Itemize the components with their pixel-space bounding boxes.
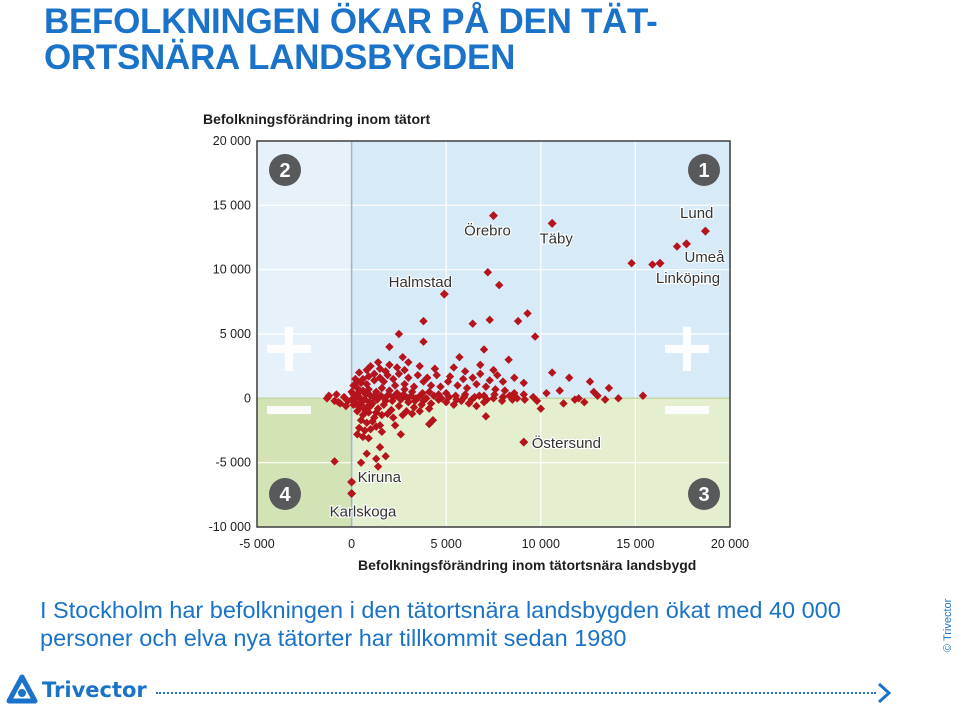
- x-tick-label: 15 000: [616, 537, 655, 551]
- quadrant-number: 2: [279, 160, 291, 182]
- footer-dotted-line: [156, 692, 876, 694]
- y-tick-label: 5 000: [219, 327, 251, 341]
- point-label: Karlskoga: [329, 503, 397, 521]
- logo-name: Trivector: [42, 678, 147, 702]
- copyright-note: © Trivector: [942, 598, 954, 652]
- footer: [0, 672, 959, 712]
- caption-line-1: I Stockholm har befolkningen i den tätortsnära landsbygden ökat med 40 000: [40, 597, 841, 623]
- quadrant-sign: −: [259, 367, 319, 449]
- x-tick-label: 10 000: [521, 537, 560, 551]
- point-label: Umeå: [684, 248, 725, 266]
- quadrant-sign: −: [657, 367, 717, 449]
- y-tick-label: 20 000: [212, 134, 251, 148]
- quadrant-number: 3: [698, 484, 710, 506]
- y-tick-label: -5 000: [215, 455, 251, 470]
- y-tick-label: -10 000: [208, 520, 251, 534]
- trivector-logo: [6, 674, 147, 706]
- quadrant-number: 1: [698, 160, 710, 182]
- y-axis-label: Befolkningsförändring inom tätort: [203, 111, 431, 127]
- x-tick-label: -5 000: [239, 537, 275, 551]
- point-label: Lund: [680, 205, 714, 223]
- point-label: Halmstad: [388, 274, 452, 292]
- x-axis-label: Befolkningsförändring inom tätortsnära landsbygd: [358, 557, 697, 573]
- point-label: Östersund: [531, 435, 601, 453]
- x-tick-label: 5 000: [430, 537, 462, 551]
- caption-line-2: personer och elva nya tätorter har tillkommit sedan 1980: [40, 625, 627, 651]
- quadrant-number: 4: [279, 484, 291, 506]
- point-label: Linköping: [655, 270, 721, 288]
- point-label: Örebro: [464, 222, 511, 240]
- point-label: Kiruna: [357, 468, 401, 486]
- point-label: Täby: [539, 230, 573, 248]
- y-tick-label: 10 000: [212, 262, 251, 277]
- x-tick-label: 20 000: [710, 537, 750, 551]
- trivector-logo-icon: [6, 674, 38, 706]
- chevron-right-icon: [876, 681, 892, 705]
- y-tick-label: 15 000: [212, 198, 251, 213]
- scatter-chart: [195, 104, 765, 584]
- y-tick-label: 0: [244, 391, 251, 406]
- x-tick-label: 0: [348, 537, 356, 551]
- quadrant-sign: +: [259, 306, 319, 388]
- quadrant-sign: +: [657, 306, 717, 388]
- slide-title: BEFOLKNINGEN ÖKAR PÅ DEN TÄT- ORTSNÄRA LANDSBYGDEN: [44, 2, 658, 77]
- caption: [40, 596, 920, 652]
